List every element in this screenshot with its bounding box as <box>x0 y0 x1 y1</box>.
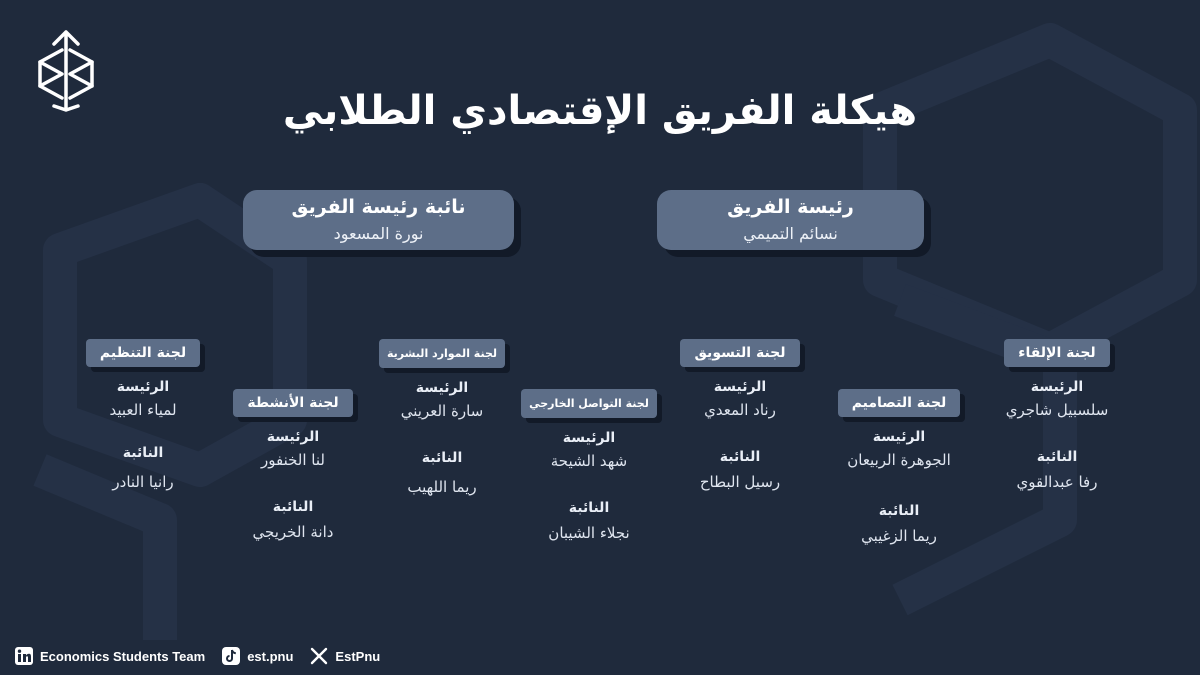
committee-presentation <box>982 339 1132 491</box>
committee-activities <box>218 389 368 541</box>
x-handle: EstPnu <box>335 648 381 664</box>
deputy-label: النائبة <box>122 445 164 461</box>
committee-title: لجنة الأنشطة <box>233 389 352 417</box>
linkedin-handle: Economics Students Team <box>40 648 206 664</box>
head-label: الرئيسة <box>713 379 767 395</box>
team-head-card <box>657 190 924 250</box>
head-name: سارة العريني <box>400 402 484 420</box>
page-title: هيكلة الفريق الإقتصادي الطلابي <box>282 88 918 134</box>
tiktok-icon <box>221 646 241 666</box>
linkedin-link[interactable] <box>14 646 205 666</box>
committee-hr <box>367 339 517 496</box>
team-deputy-role: نائبة رئيسة الفريق <box>291 196 466 218</box>
committee-title: لجنة الإلقاء <box>1004 339 1109 367</box>
deputy-name: ريما اللهيب <box>407 478 477 496</box>
team-deputy-card <box>243 190 514 250</box>
head-label: الرئيسة <box>415 380 469 396</box>
committee-external <box>514 389 664 542</box>
deputy-name: رفا عبدالقوي <box>1016 473 1098 491</box>
deputy-label: النائبة <box>272 499 314 515</box>
x-icon <box>309 646 329 666</box>
team-deputy-name: نورة المسعود <box>333 224 424 243</box>
team-head-name: نسائم التميمي <box>743 224 838 243</box>
committee-title: لجنة التصاميم <box>838 389 961 417</box>
head-name: لنا الخنفور <box>261 451 325 469</box>
x-link[interactable] <box>309 646 380 666</box>
deputy-label: النائبة <box>878 503 920 519</box>
team-head-role: رئيسة الفريق <box>727 196 854 218</box>
head-label: الرئيسة <box>562 430 616 446</box>
head-name: شهد الشيحة <box>550 452 628 470</box>
committee-design <box>824 389 974 545</box>
deputy-name: دانة الخريجي <box>252 523 334 541</box>
committee-title: لجنة الموارد البشرية <box>379 339 505 368</box>
head-label: الرئيسة <box>1030 379 1084 395</box>
deputy-label: النائبة <box>568 500 610 516</box>
deputy-label: النائبة <box>421 450 463 466</box>
committee-marketing <box>665 339 815 491</box>
head-name: سلسبيل شاجري <box>1005 401 1109 419</box>
deputy-label: النائبة <box>1036 449 1078 465</box>
committee-title: لجنة التواصل الخارجي <box>521 389 657 418</box>
head-label: الرئيسة <box>266 429 320 445</box>
deputy-name: ريما الزغيبي <box>861 527 937 545</box>
linkedin-icon <box>14 646 34 666</box>
committee-title: لجنة التسويق <box>680 339 799 367</box>
deputy-name: رسيل البطاح <box>699 473 781 491</box>
social-footer <box>14 644 396 668</box>
deputy-name: رانيا النادر <box>112 473 174 491</box>
head-name: لمياء العبيد <box>109 401 177 419</box>
deputy-name: نجلاء الشيبان <box>548 524 630 542</box>
head-label: الرئيسة <box>872 429 926 445</box>
tiktok-link[interactable] <box>221 646 293 666</box>
tiktok-handle: est.pnu <box>247 648 294 664</box>
head-name: الجوهرة الربيعان <box>847 451 951 469</box>
head-label: الرئيسة <box>116 379 170 395</box>
committee-title: لجنة التنظيم <box>86 339 200 367</box>
head-name: رناد المعدي <box>704 401 776 419</box>
deputy-label: النائبة <box>719 449 761 465</box>
committee-organization <box>68 339 218 491</box>
